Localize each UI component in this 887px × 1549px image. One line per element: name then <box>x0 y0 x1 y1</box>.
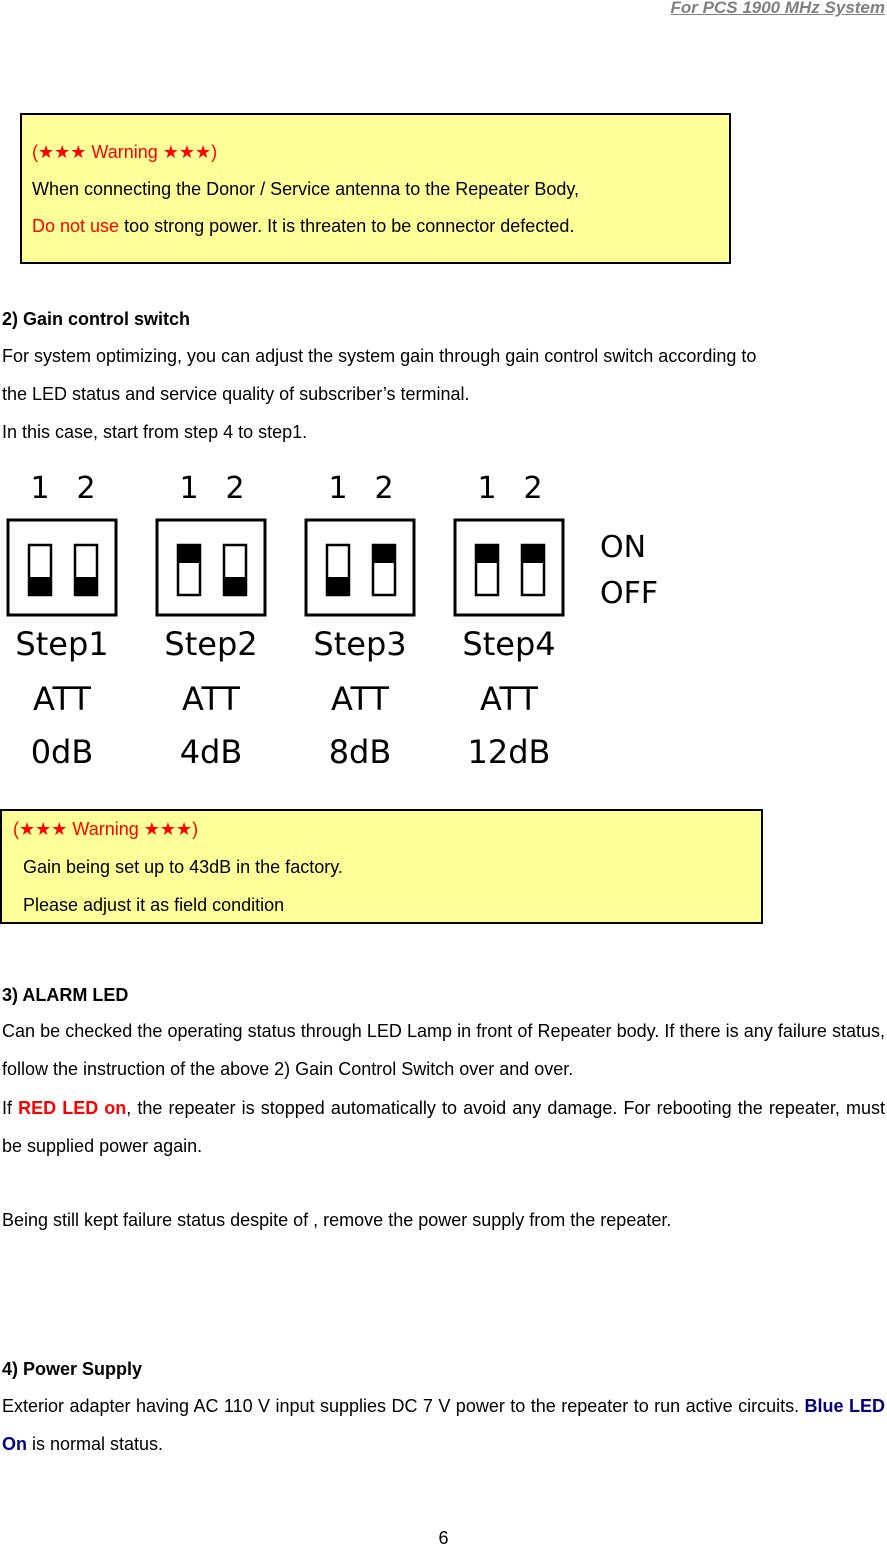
att-label: ATT <box>480 680 538 718</box>
section-heading-alarm-led: 3) ALARM LED <box>2 985 129 1005</box>
warning-title: (★★★ Warning ★★★) <box>32 142 218 162</box>
att-label: ATT <box>33 680 91 718</box>
warning-box-factory-gain <box>0 809 763 924</box>
dip-lever-knob-2 <box>522 545 544 563</box>
att-label: ATT <box>331 680 389 718</box>
dip-switch-housing <box>157 520 265 615</box>
section-2-paragraph-line-1: For system optimizing, you can adjust the system gain through gain control switch according to <box>2 346 757 366</box>
switch-position-label: 2 <box>76 471 96 506</box>
red-led-emphasis: RED LED on <box>18 1098 127 1118</box>
step-label: Step3 <box>313 625 407 663</box>
dip-lever-knob-1 <box>327 577 349 595</box>
gain-switch-diagram <box>0 465 700 775</box>
dip-switch-step-3 <box>306 471 414 771</box>
dip-switch-step-4 <box>455 471 563 771</box>
para-rest: is normal status. <box>27 1434 164 1454</box>
attenuation-value: 12dB <box>467 733 551 771</box>
section-3-paragraph-1: Can be checked the operating status through LED Lamp in front of Repeater body. If there is any failure status, follow the instruction of the above 2) Gain Control Switch over and over. <box>2 1021 885 1079</box>
switch-position-label: 1 <box>179 471 199 506</box>
warning-emphasis: Do not use <box>32 216 120 236</box>
dip-lever-knob-1 <box>476 545 498 563</box>
switch-position-label: 1 <box>477 471 497 506</box>
section-3-paragraph-3: Being still kept failure status despite of , remove the power supply from the repeater. <box>2 1210 672 1230</box>
legend-off-label: OFF <box>600 576 659 611</box>
dip-switch-housing <box>455 520 563 615</box>
switch-position-label: 2 <box>225 471 245 506</box>
dip-lever-knob-1 <box>29 577 51 595</box>
switch-position-label: 2 <box>523 471 543 506</box>
section-heading-gain-control: 2) Gain control switch <box>2 309 191 329</box>
att-label: ATT <box>182 680 240 718</box>
switch-position-label: 1 <box>30 471 50 506</box>
section-heading-power-supply: 4) Power Supply <box>2 1359 143 1379</box>
switch-position-label: 1 <box>328 471 348 506</box>
dip-lever-knob-2 <box>224 577 246 595</box>
dip-lever-knob-1 <box>178 545 200 563</box>
step-label: Step2 <box>164 625 258 663</box>
dip-switch-step-2 <box>157 471 265 771</box>
page-header-title: For PCS 1900 MHz System <box>670 0 885 17</box>
attenuation-value: 8dB <box>328 733 392 771</box>
legend-on-label: ON <box>600 530 647 565</box>
warning-line-1: Gain being set up to 43dB in the factory. <box>23 857 343 877</box>
section-3-paragraph-2 <box>2 1089 885 1165</box>
para-rest: , the repeater is stopped automatically to avoid any damage. For rebooting the repeater, must be supplied power again. <box>2 1098 886 1156</box>
warning-line-2 <box>32 216 574 237</box>
warning-box-antenna <box>20 113 731 264</box>
attenuation-value: 4dB <box>179 733 243 771</box>
dip-switch-housing <box>8 520 116 615</box>
step-label: Step4 <box>462 625 556 663</box>
warning-line-1: When connecting the Donor / Service antenna to the Repeater Body, <box>32 179 580 199</box>
warning-title: (★★★ Warning ★★★) <box>13 819 199 839</box>
para-prefix: If <box>2 1098 19 1118</box>
warning-line-2-text: too strong power. It is threaten to be connector defected. <box>119 216 575 236</box>
section-4-paragraph <box>2 1387 885 1463</box>
dip-switch-housing <box>306 520 414 615</box>
attenuation-value: 0dB <box>30 733 94 771</box>
para-prefix: Exterior adapter having AC 110 V input supplies DC 7 V power to the repeater to run active circuits. <box>2 1396 805 1416</box>
blue-led-emphasis: Blue LED On <box>2 1396 885 1454</box>
warning-line-2: Please adjust it as field condition <box>23 895 285 915</box>
dip-lever-knob-2 <box>75 577 97 595</box>
dip-switch-step-1 <box>8 471 116 771</box>
step-label: Step1 <box>15 625 109 663</box>
dip-lever-knob-2 <box>373 545 395 563</box>
switch-position-label: 2 <box>374 471 394 506</box>
section-2-paragraph-line-2: the LED status and service quality of subscriber’s terminal. <box>2 384 470 404</box>
section-2-paragraph-steps: In this case, start from step 4 to step1. <box>2 422 308 442</box>
page-number: 6 <box>438 1528 449 1548</box>
